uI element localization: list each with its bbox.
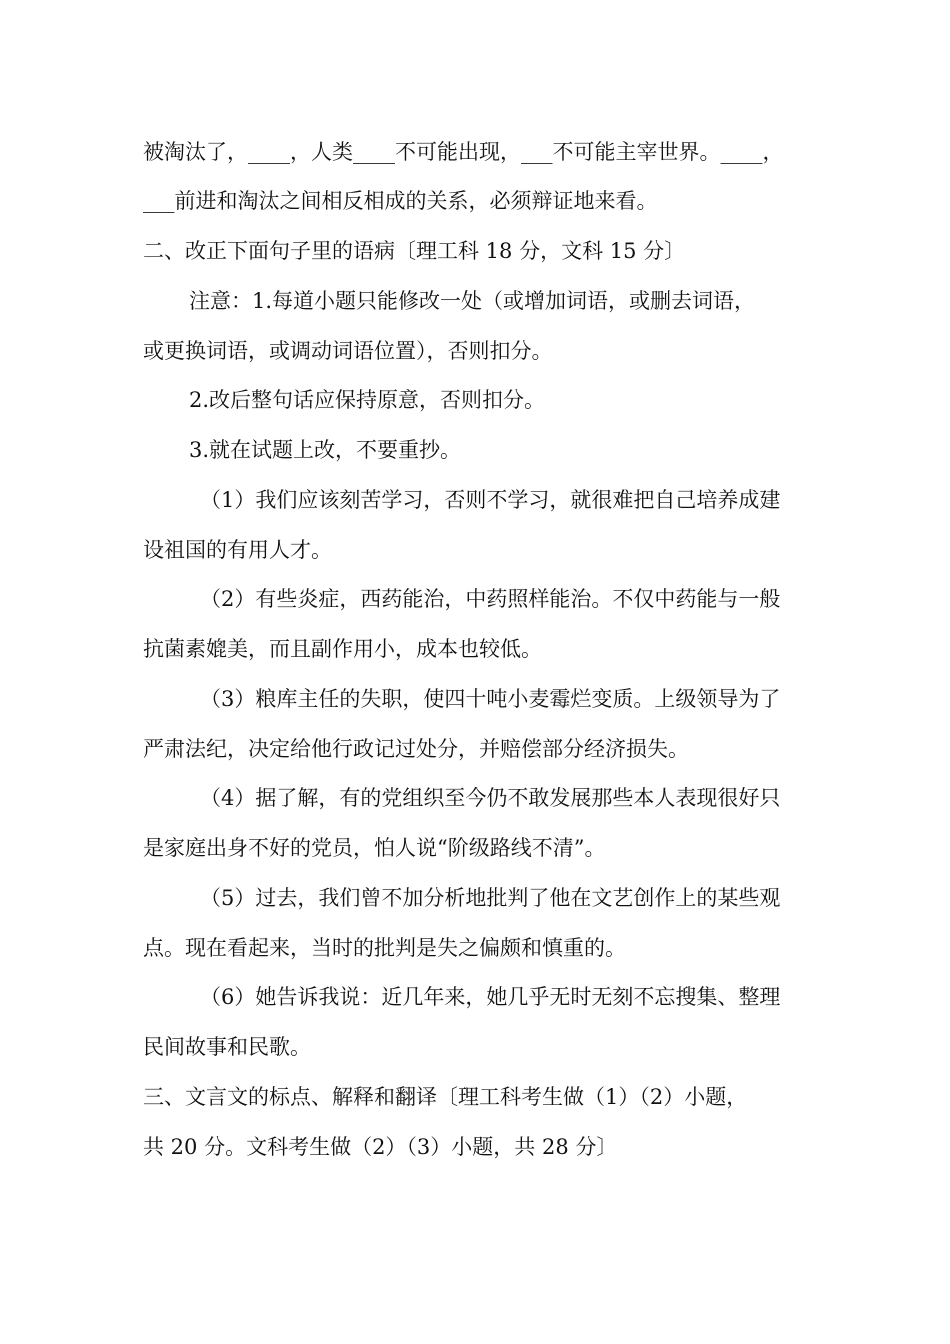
section-heading-2: 二、改正下面句子里的语病〔理工科 18 分，文科 15 分〕: [143, 239, 686, 263]
question-5-line-2: 点。现在看起来，当时的批判是失之偏颇和慎重的。: [143, 936, 626, 960]
note-line-1: 注意：1.每道小题只能修改一处（或增加词语，或删去词语，: [189, 289, 756, 313]
question-6-line-2: 民间故事和民歌。: [143, 1035, 311, 1059]
question-3-line-1: （3）粮库主任的失职，使四十吨小麦霉烂变质。上级领导为了: [200, 687, 781, 711]
note-line-1-cont: 或更换词语，或调动词语位置），否则扣分。: [143, 339, 553, 363]
section-heading-3: 三、文言文的标点、解释和翻译〔理工科考生做（1）（2）小题，: [143, 1085, 748, 1109]
note-line-2: 2.改后整句话应保持原意，否则扣分。: [189, 388, 546, 412]
question-6-line-1: （6）她告诉我说：近几年来，她几乎无时无刻不忘搜集、整理: [200, 985, 781, 1009]
question-5-line-1: （5）过去，我们曾不加分析地批判了他在文艺创作上的某些观: [200, 886, 781, 910]
question-2-line-2: 抗菌素媲美，而且副作用小，成本也较低。: [143, 637, 542, 661]
section-heading-3-cont: 共 20 分。文科考生做（2）（3）小题，共 28 分〕: [143, 1135, 618, 1159]
question-4-line-1: （4）据了解，有的党组织至今仍不敢发展那些本人表现很好只: [200, 786, 781, 810]
question-4-line-2: 是家庭出身不好的党员，怕人说“阶级路线不清”。: [143, 836, 606, 860]
text-line-2: ___前进和淘汰之间相反相成的关系，必须辩证地来看。: [143, 189, 658, 213]
question-3-line-2: 严肃法纪，决定给他行政记过处分，并赔偿部分经济损失。: [143, 737, 689, 761]
question-2-line-1: （2）有些炎症，西药能治，中药照样能治。不仅中药能与一般: [200, 587, 781, 611]
question-1-line-1: （1）我们应该刻苦学习，否则不学习，就很难把自己培养成建: [200, 488, 781, 512]
note-line-3: 3.就在试题上改，不要重抄。: [189, 438, 462, 462]
text-line-1: 被淘汰了，____，人类____不可能出现，___不可能主宰世界。____，: [143, 140, 784, 164]
question-1-line-2: 设祖国的有用人才。: [143, 538, 332, 562]
